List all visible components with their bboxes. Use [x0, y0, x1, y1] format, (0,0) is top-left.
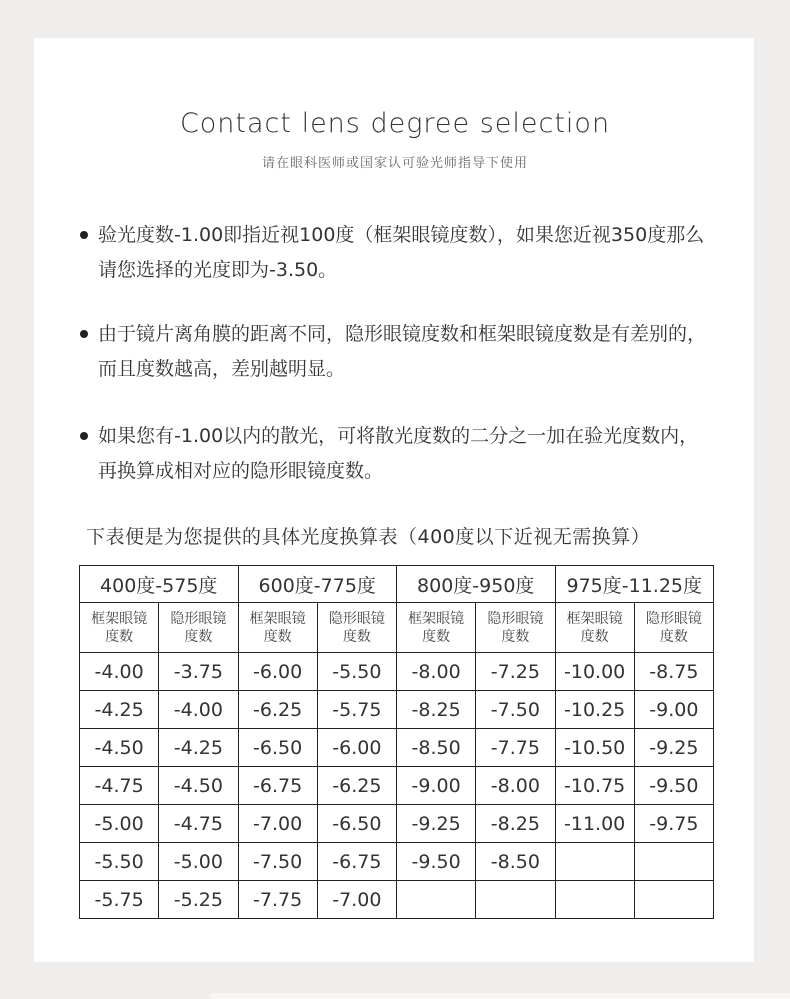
- table-cell: -7.50: [238, 843, 317, 881]
- table-row: [80, 729, 714, 767]
- table-row: [80, 843, 714, 881]
- table-cell: -9.50: [634, 767, 713, 805]
- table-cell: -8.50: [397, 729, 476, 767]
- table-cell: -8.00: [397, 653, 476, 691]
- table-cell: -5.50: [80, 843, 159, 881]
- table-cell: -4.25: [80, 691, 159, 729]
- table-cell: -8.00: [476, 767, 555, 805]
- table-cell: -7.00: [238, 805, 317, 843]
- table-cell: -9.00: [397, 767, 476, 805]
- table-cell: -5.25: [159, 881, 238, 919]
- table-cell: -4.00: [80, 653, 159, 691]
- page-title: Contact lens degree selection: [179, 108, 611, 139]
- column-header-cell: 框架眼镜 度数: [397, 603, 476, 653]
- table-cell: -9.25: [634, 729, 713, 767]
- table-cell: -6.50: [317, 805, 396, 843]
- table-cell: -11.00: [555, 805, 634, 843]
- table-cell: [634, 881, 713, 919]
- column-header-cell: 隐形眼镜 度数: [317, 603, 396, 653]
- bullet-dot-icon: [80, 231, 88, 239]
- table-cell: -10.00: [555, 653, 634, 691]
- bullet-dot-icon: [80, 330, 88, 338]
- table-row: [80, 691, 714, 729]
- table-cell: -4.25: [159, 729, 238, 767]
- bullet-dot-icon: [80, 432, 88, 440]
- table-cell: -7.75: [476, 729, 555, 767]
- table-row: [80, 805, 714, 843]
- conversion-table-body: [80, 566, 714, 919]
- table-cell: -8.25: [476, 805, 555, 843]
- table-cell: -9.25: [397, 805, 476, 843]
- table-cell: -7.25: [476, 653, 555, 691]
- table-cell: -10.50: [555, 729, 634, 767]
- bullet-text: 由于镜片离角膜的距离不同，隐形眼镜度数和框架眼镜度数是有差别的，而且度数越高，差别越明显。: [98, 323, 707, 380]
- range-header-cell: 400度-575度: [80, 566, 239, 603]
- table-cell: -6.75: [238, 767, 317, 805]
- table-cell: [397, 881, 476, 919]
- column-header-row: [80, 603, 714, 653]
- bullet-text: 验光度数-1.00即指近视100度（框架眼镜度数），如果您近视350度那么请您选择的光度即为-3.50。: [98, 224, 705, 281]
- table-cell: -5.75: [317, 691, 396, 729]
- table-cell: -5.00: [159, 843, 238, 881]
- table-cell: -4.50: [159, 767, 238, 805]
- column-header-cell: 隐形眼镜 度数: [159, 603, 238, 653]
- table-row: [80, 653, 714, 691]
- column-header-cell: 框架眼镜 度数: [555, 603, 634, 653]
- table-cell: -3.75: [159, 653, 238, 691]
- table-cell: -8.75: [634, 653, 713, 691]
- table-cell: [555, 843, 634, 881]
- table-cell: -7.00: [317, 881, 396, 919]
- range-header-cell: 975度-11.25度: [555, 566, 714, 603]
- bullet-item: [80, 419, 710, 489]
- table-cell: -10.25: [555, 691, 634, 729]
- table-cell: -4.00: [159, 691, 238, 729]
- table-cell: -6.50: [238, 729, 317, 767]
- page-subtitle: 请在眼科医师或国家认可验光师指导下使用: [261, 156, 528, 171]
- bottom-divider: [210, 993, 790, 999]
- bullet-text: 如果您有-1.00以内的散光，可将散光度数的二分之一加在验光度数内，再换算成相对应的隐形眼镜度数。: [98, 425, 699, 482]
- range-header-cell: 600度-775度: [238, 566, 397, 603]
- table-intro: 下表便是为您提供的具体光度换算表（400度以下近视无需换算）: [86, 526, 651, 548]
- conversion-table: [79, 565, 714, 919]
- table-cell: -6.75: [317, 843, 396, 881]
- bullet-item: [80, 317, 710, 387]
- column-header-cell: 隐形眼镜 度数: [634, 603, 713, 653]
- table-cell: -6.25: [317, 767, 396, 805]
- table-cell: -9.50: [397, 843, 476, 881]
- table-cell: -7.75: [238, 881, 317, 919]
- table-cell: -6.25: [238, 691, 317, 729]
- table-row: [80, 767, 714, 805]
- table-cell: [634, 843, 713, 881]
- table-cell: -9.00: [634, 691, 713, 729]
- column-header-cell: 框架眼镜 度数: [80, 603, 159, 653]
- table-cell: -5.50: [317, 653, 396, 691]
- table-cell: -8.50: [476, 843, 555, 881]
- range-header-row: [80, 566, 714, 603]
- table-cell: [476, 881, 555, 919]
- table-cell: -6.00: [317, 729, 396, 767]
- bullet-item: [80, 218, 710, 288]
- table-cell: -5.00: [80, 805, 159, 843]
- column-header-cell: 框架眼镜 度数: [238, 603, 317, 653]
- table-cell: -5.75: [80, 881, 159, 919]
- column-header-cell: 隐形眼镜 度数: [476, 603, 555, 653]
- table-cell: -9.75: [634, 805, 713, 843]
- table-cell: -7.50: [476, 691, 555, 729]
- table-cell: [555, 881, 634, 919]
- table-row: [80, 881, 714, 919]
- table-cell: -4.75: [80, 767, 159, 805]
- range-header-cell: 800度-950度: [397, 566, 556, 603]
- table-cell: -4.75: [159, 805, 238, 843]
- table-cell: -8.25: [397, 691, 476, 729]
- table-cell: -4.50: [80, 729, 159, 767]
- table-cell: -6.00: [238, 653, 317, 691]
- table-cell: -10.75: [555, 767, 634, 805]
